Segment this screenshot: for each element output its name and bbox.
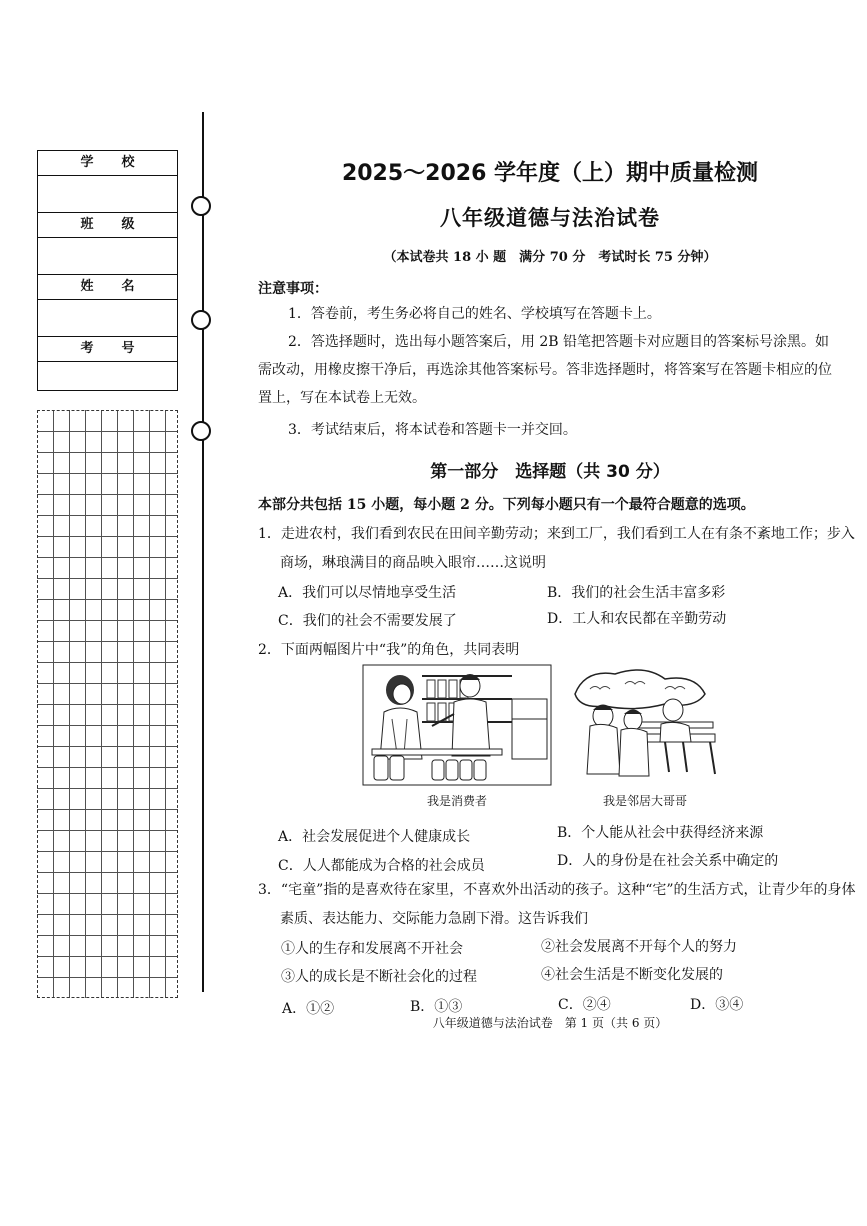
page-footer: 八年级道德与法治试卷 第 1 页（共 6 页） <box>432 1016 668 1030</box>
option-d[interactable]: D．人的身份是在社会关系中确定的 <box>557 853 779 869</box>
name-label: 姓名 <box>38 275 177 300</box>
exam-number-grid <box>37 410 178 998</box>
school-field[interactable] <box>38 176 177 213</box>
part-intro: 本部分共包括 15 小题，每小题 2 分。下列每小题只有一个最符合题意的选项。 <box>258 497 755 513</box>
option-c[interactable]: C．②④ <box>558 997 611 1013</box>
option-b[interactable]: B．①③ <box>410 999 463 1015</box>
statement-3: ③人的成长是不断社会化的过程 <box>281 969 477 985</box>
exam-meta: （本试卷共 18 小 题 满分 70 分 考试时长 75 分钟） <box>383 250 717 265</box>
name-field[interactable] <box>38 300 177 337</box>
image-caption: 我是消费者 <box>426 794 487 808</box>
student-info-table <box>37 150 178 391</box>
class-field[interactable] <box>38 238 177 275</box>
image-caption: 我是邻居大哥哥 <box>602 794 687 808</box>
exam-no-label: 考号 <box>38 337 177 362</box>
option-a[interactable]: A．我们可以尽情地享受生活 <box>278 585 457 601</box>
option-b[interactable]: B．个人能从社会中获得经济来源 <box>557 825 764 841</box>
option-d[interactable]: D．③④ <box>690 997 744 1013</box>
question-stem: 2．下面两幅图片中“我”的角色，共同表明 <box>258 642 520 658</box>
page-title: 2025～2026 学年度（上）期中质量检测 <box>341 161 759 186</box>
binding-hole <box>191 310 211 330</box>
page-subtitle: 八年级道德与法治试卷 <box>440 206 660 230</box>
binding-hole <box>191 421 211 441</box>
option-b[interactable]: B．我们的社会生活丰富多彩 <box>547 585 726 601</box>
option-a[interactable]: A．①② <box>282 1001 335 1017</box>
exam-no-field[interactable] <box>38 362 177 390</box>
neighbor-illustration <box>565 664 725 786</box>
notice-item: 3．考试结束后，将本试卷和答题卡一并交回。 <box>288 422 577 438</box>
option-d[interactable]: D．工人和农民都在辛勤劳动 <box>547 611 727 627</box>
question-stem: 3．“宅童”指的是喜欢待在家里，不喜欢外出活动的孩子。这种“宅”的生活方式，让青少年的身体素质、表达能力、交际能力急剧下滑。这告诉我们 <box>258 882 856 927</box>
part-heading: 第一部分 选择题（共 30 分） <box>430 462 670 482</box>
notice-item: 2．答选择题时，选出每小题答案后，用 2B 铅笔把答题卡对应题目的答案标号涂黑。如需改动，用橡皮擦干净后，再选涂其他答案标号。答非选择题时，将答案写在答题卡相应的位置上，写在本试卷上无效。 <box>258 334 832 406</box>
notice-item: 1．答卷前，考生务必将自己的姓名、学校填写在答题卡上。 <box>288 306 661 322</box>
statement-1: ①人的生存和发展离不开社会 <box>281 941 463 957</box>
option-c[interactable]: C．我们的社会不需要发展了 <box>278 613 457 629</box>
binding-hole <box>191 196 211 216</box>
option-a[interactable]: A．社会发展促进个人健康成长 <box>278 829 471 845</box>
option-c[interactable]: C．人人都能成为合格的社会成员 <box>278 858 485 874</box>
consumer-illustration <box>362 664 552 786</box>
statement-4: ④社会生活是不断变化发展的 <box>541 967 723 983</box>
binding-line <box>202 112 204 992</box>
school-label: 学校 <box>38 151 177 176</box>
statement-2: ②社会发展离不开每个人的努力 <box>541 939 737 955</box>
class-label: 班级 <box>38 213 177 238</box>
notice-heading: 注意事项： <box>258 281 328 297</box>
question-stem: 1．走进农村，我们看到农民在田间辛勤劳动；来到工厂，我们看到工人在有条不紊地工作；步入商场，琳琅满目的商品映入眼帘……这说明 <box>258 526 855 571</box>
